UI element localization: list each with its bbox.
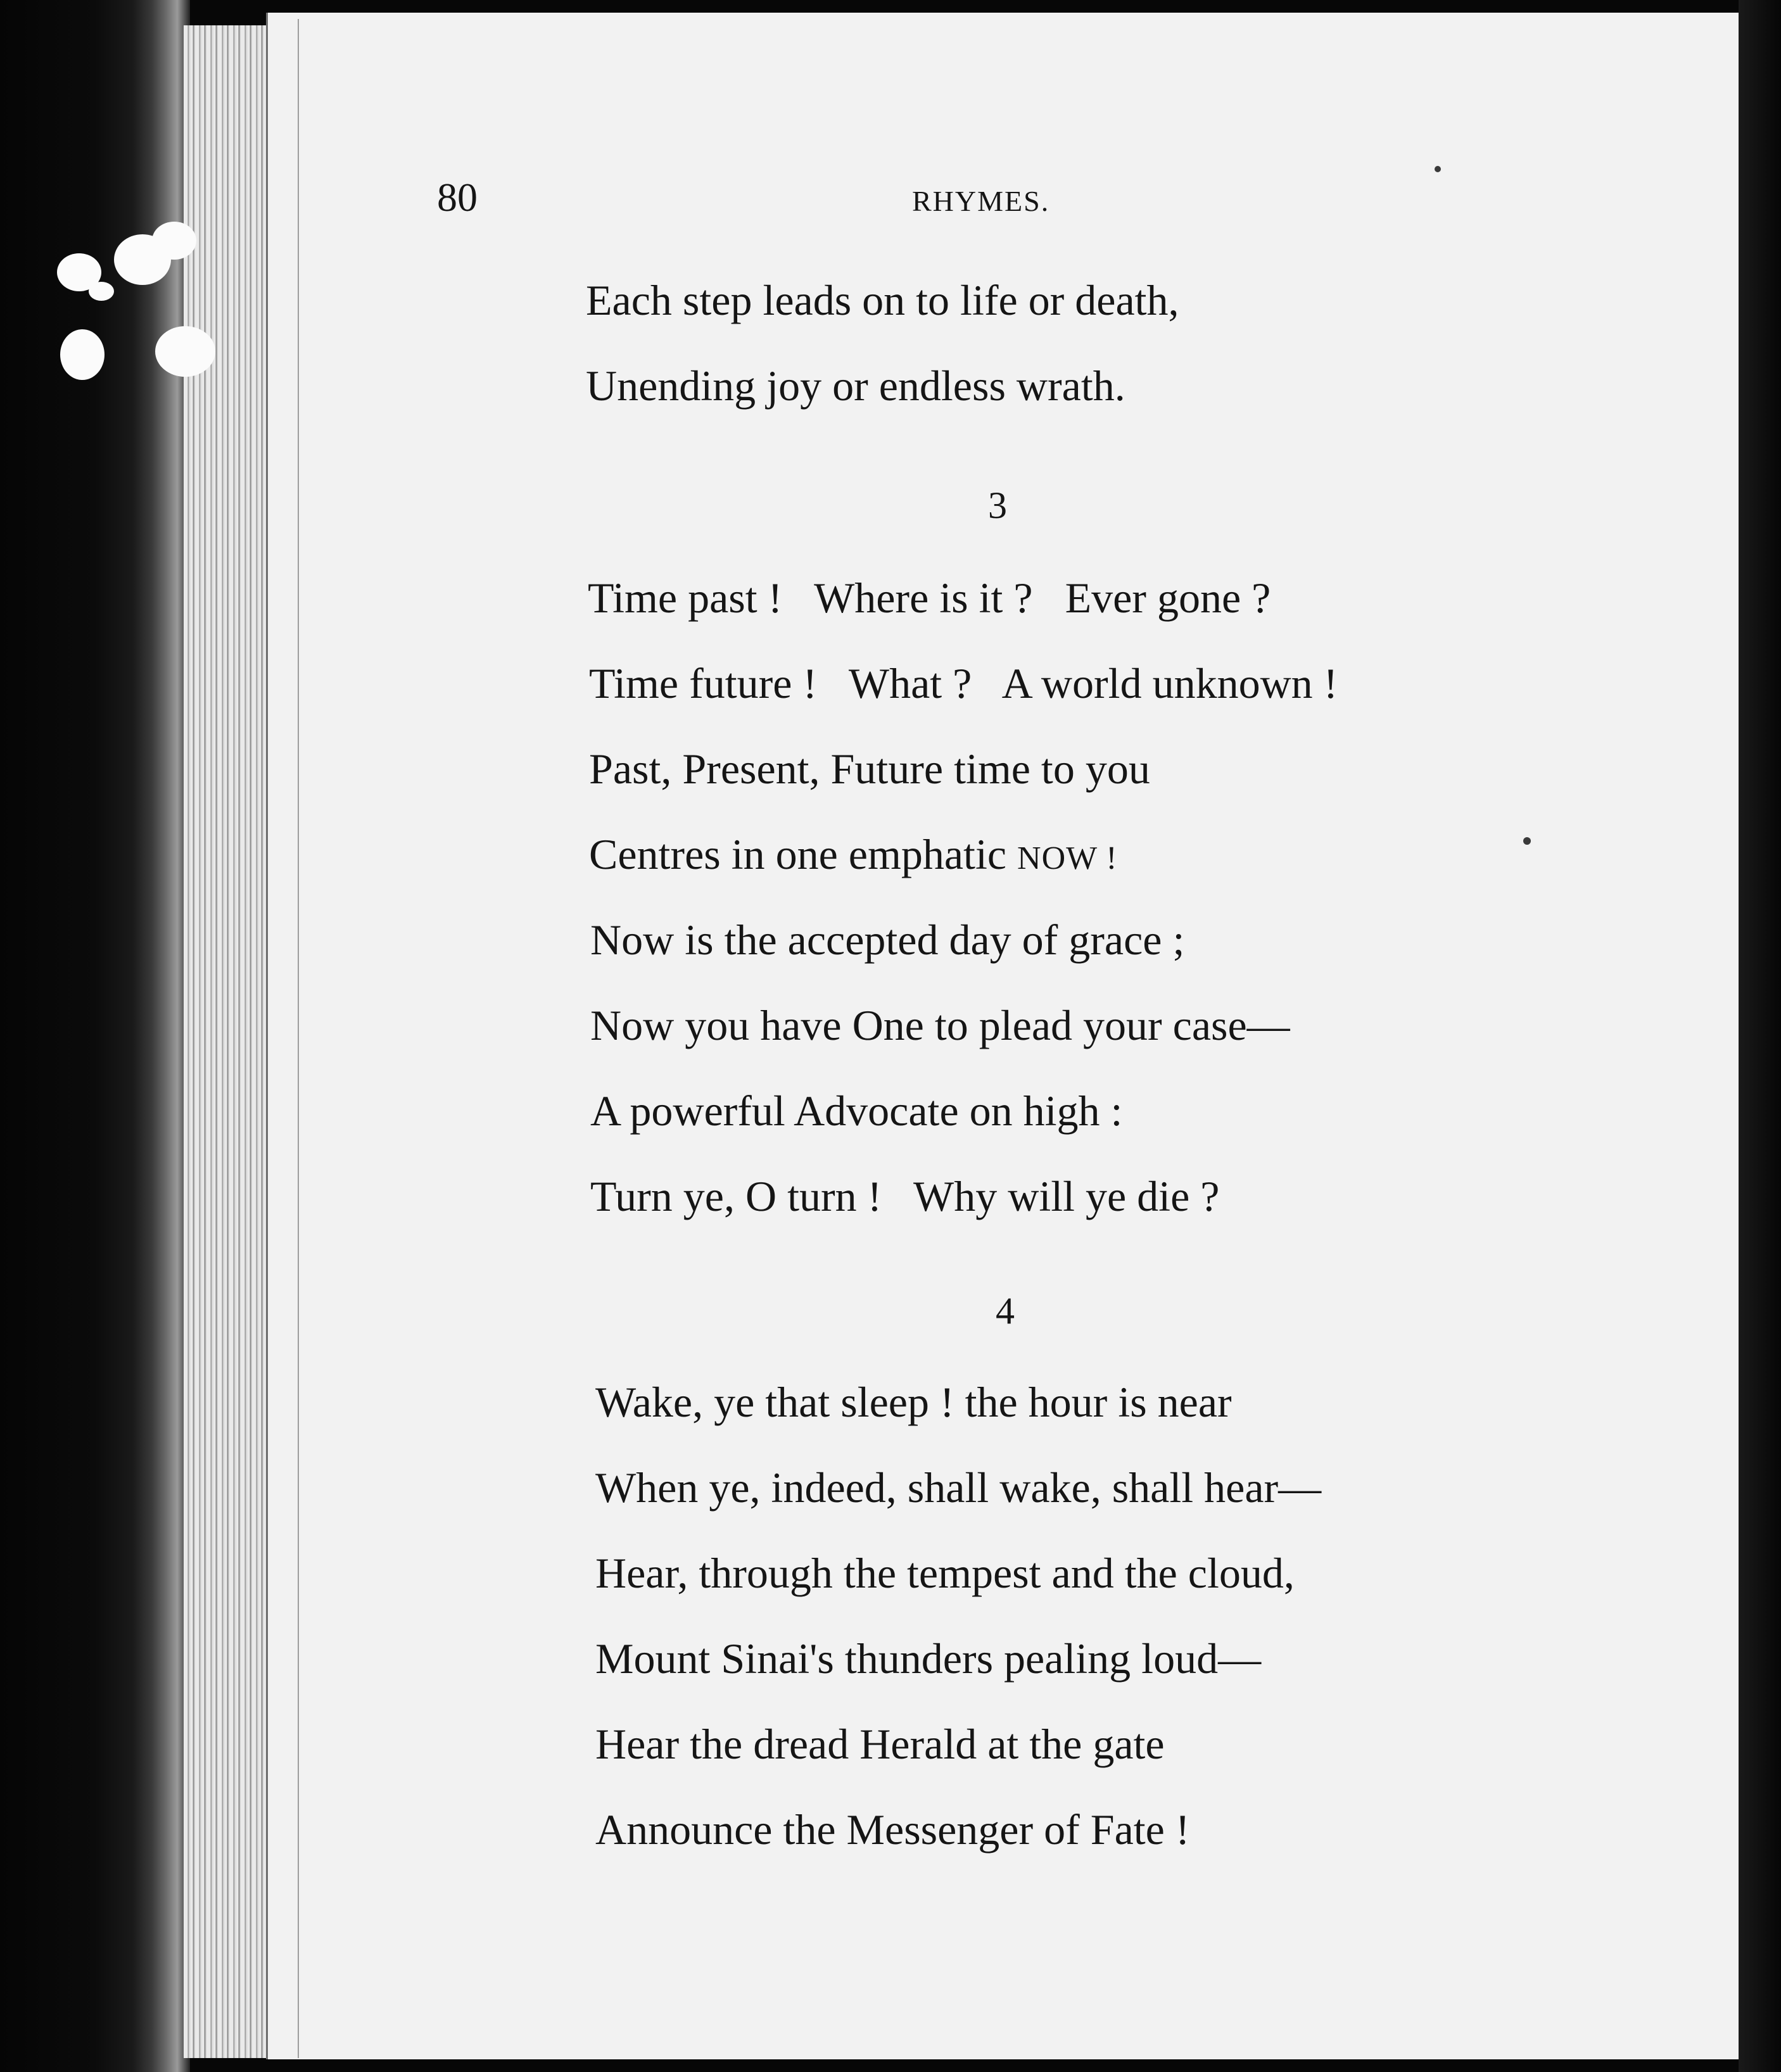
- verse-line-text: Centres in one emphatic: [589, 830, 1007, 878]
- page-number: 80: [437, 175, 478, 220]
- paper-damage-speck: [89, 282, 114, 301]
- verse-line: Now you have One to plead your case—: [590, 1001, 1290, 1049]
- running-head: RHYMES.: [912, 185, 1050, 217]
- book-spine-shadow: [0, 0, 190, 2072]
- verse-line: Past, Present, Future time to you: [589, 745, 1150, 793]
- print-speck: [1435, 166, 1441, 172]
- verse-line: Time future ! What ? A world unknown !: [589, 659, 1338, 707]
- paper-damage-speck: [60, 329, 105, 380]
- paper-damage-speck: [155, 326, 215, 377]
- stanza-number: 3: [988, 484, 1007, 526]
- verse-line: [589, 830, 1118, 878]
- verse-line: When ye, indeed, shall wake, shall hear—: [595, 1463, 1322, 1512]
- verse-line: Wake, ye that sleep ! the hour is near: [595, 1378, 1232, 1426]
- print-speck: [1523, 837, 1531, 845]
- emphasis-word: NOW !: [1017, 840, 1118, 876]
- verse-line: Unending joy or endless wrath.: [586, 362, 1125, 410]
- page-fold-line: [298, 19, 299, 2058]
- verse-line: Now is the accepted day of grace ;: [590, 916, 1185, 964]
- verse-line: Announce the Messenger of Fate !: [595, 1805, 1190, 1854]
- verse-line: Turn ye, O turn ! Why will ye die ?: [590, 1172, 1220, 1220]
- stanza-number: 4: [996, 1290, 1015, 1332]
- verse-line: Hear, through the tempest and the cloud,: [595, 1549, 1295, 1597]
- verse-line: Hear the dread Herald at the gate: [595, 1720, 1165, 1768]
- verse-line: Each step leads on to life or death,: [586, 276, 1179, 324]
- verse-line: Time past ! Where is it ? Ever gone ?: [588, 574, 1271, 622]
- verse-line: A powerful Advocate on high :: [590, 1087, 1123, 1135]
- paper-damage-speck: [152, 222, 196, 260]
- verse-line: Mount Sinai's thunders pealing loud—: [595, 1634, 1262, 1683]
- right-edge-shadow: [1739, 0, 1781, 2072]
